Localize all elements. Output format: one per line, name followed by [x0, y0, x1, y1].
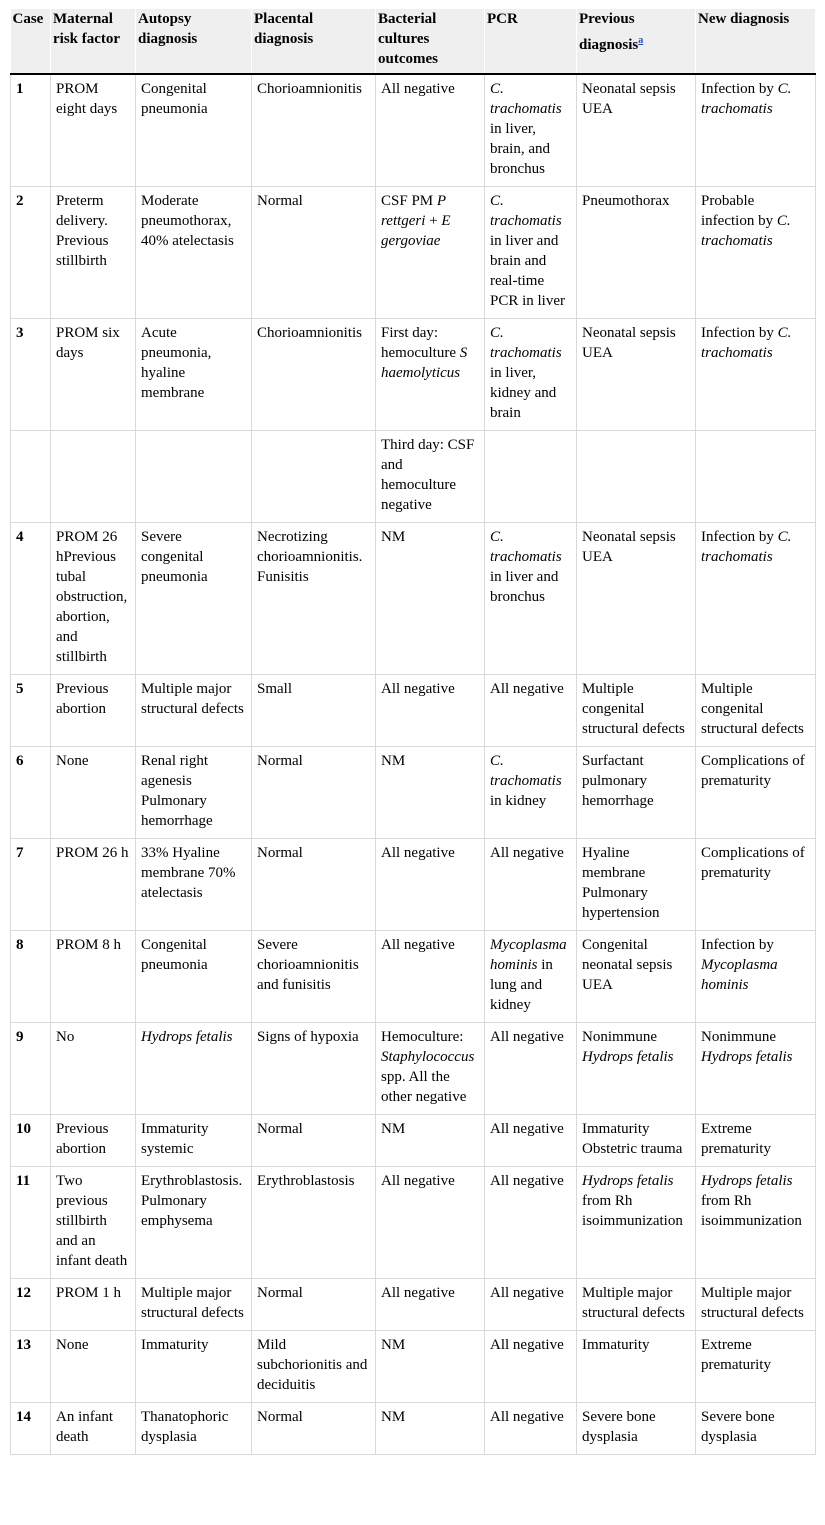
autopsy-cell [136, 1023, 252, 1115]
cell-text: Immaturity Obstetric trauma [582, 1121, 683, 1157]
species-name: E gergoviae [381, 213, 451, 249]
new-diagnosis-cell [696, 319, 816, 431]
cell-text: 8 [16, 937, 24, 953]
cell-text: Neonatal sepsis UEA [582, 529, 676, 565]
cell-text: 10 [16, 1121, 31, 1137]
cell-text: Thanatophoric dysplasia [141, 1409, 229, 1445]
autopsy-cell [136, 523, 252, 675]
species-name: C. trachomatis [490, 325, 562, 361]
table-row [11, 1023, 816, 1115]
bacterial-cell [376, 74, 485, 187]
pcr-cell [485, 675, 577, 747]
new-diagnosis-cell [696, 1023, 816, 1115]
header-previous-label: Previous diagnosis [579, 11, 639, 53]
placental-cell [252, 319, 376, 431]
cell-text: Erythroblastosis [257, 1173, 355, 1189]
cell-text: Previous abortion [56, 1121, 109, 1157]
previous-diagnosis-cell [577, 431, 696, 523]
cell-text: Immaturity [141, 1337, 209, 1353]
cell-text: Infection by [701, 937, 774, 953]
new-diagnosis-cell [696, 1279, 816, 1331]
cell-text: All negative [490, 1409, 564, 1425]
maternal-risk-cell [51, 431, 136, 523]
cell-text: Normal [257, 1409, 303, 1425]
cell-text: Normal [257, 193, 303, 209]
placental-cell [252, 523, 376, 675]
cell-text: from Rh isoimmunization [701, 1193, 802, 1229]
cell-text: Normal [257, 1121, 303, 1137]
case-number [11, 839, 51, 931]
maternal-risk-cell [51, 839, 136, 931]
cell-text: All negative [490, 1029, 564, 1045]
bacterial-cell [376, 1403, 485, 1455]
case-number [11, 523, 51, 675]
pcr-cell [485, 1023, 577, 1115]
pcr-cell [485, 523, 577, 675]
maternal-risk-cell [51, 74, 136, 187]
cell-text: Multiple major structural defects [141, 1285, 244, 1321]
cell-text: Multiple congenital structural defects [582, 681, 685, 737]
cell-text: PROM six days [56, 325, 120, 361]
cell-text: NM [381, 753, 406, 769]
species-name: Mycoplasma hominis [701, 957, 778, 993]
cell-text: CSF PM [381, 193, 437, 209]
species-name: C. trachomatis [490, 81, 562, 117]
new-diagnosis-cell [696, 1331, 816, 1403]
bacterial-cell [376, 839, 485, 931]
cell-text: Surfactant pulmonary hemorrhage [582, 753, 654, 809]
diagnosis-table [10, 9, 816, 1455]
placental-cell [252, 747, 376, 839]
cell-text: All negative [381, 1173, 455, 1189]
header-maternal-risk: Maternal risk factor [51, 9, 136, 74]
previous-diagnosis-cell [577, 319, 696, 431]
cell-text: + [425, 213, 442, 229]
header-new-diagnosis: New diagnosis [696, 9, 816, 74]
cell-text: 3 [16, 325, 24, 341]
table-row [11, 1403, 816, 1455]
cell-text: Infection by [701, 81, 778, 97]
maternal-risk-cell [51, 675, 136, 747]
maternal-risk-cell [51, 523, 136, 675]
cell-text: All negative [381, 681, 455, 697]
species-name: Staphylococcus [381, 1049, 475, 1065]
cell-text: Severe bone dysplasia [582, 1409, 656, 1445]
species-name: Hydrops fetalis [582, 1173, 674, 1189]
cell-text: All negative [490, 1173, 564, 1189]
case-number [11, 1279, 51, 1331]
cell-text: None [56, 1337, 89, 1353]
new-diagnosis-cell [696, 1115, 816, 1167]
autopsy-cell [136, 1167, 252, 1279]
table-row [11, 747, 816, 839]
cell-text: Multiple major structural defects [701, 1285, 804, 1321]
new-diagnosis-cell [696, 523, 816, 675]
cell-text: Immaturity [582, 1337, 650, 1353]
cell-text: Hyaline membrane Pulmonary hypertension [582, 845, 660, 921]
cell-text: All negative [381, 81, 455, 97]
cell-text: All negative [381, 937, 455, 953]
cell-text: Third day: CSF and hemoculture negative [381, 437, 475, 513]
cell-text: Extreme prematurity [701, 1337, 771, 1373]
new-diagnosis-cell [696, 675, 816, 747]
placental-cell [252, 839, 376, 931]
species-name: P rettgeri [381, 193, 446, 229]
maternal-risk-cell [51, 1167, 136, 1279]
autopsy-cell [136, 675, 252, 747]
cell-text: Complications of prematurity [701, 845, 805, 881]
autopsy-cell [136, 187, 252, 319]
cell-text: in liver, brain, and bronchus [490, 121, 550, 177]
cell-text: Chorioamnionitis [257, 81, 362, 97]
cell-text: NM [381, 1337, 406, 1353]
placental-cell [252, 931, 376, 1023]
autopsy-cell [136, 1115, 252, 1167]
bacterial-cell [376, 931, 485, 1023]
table-row [11, 1279, 816, 1331]
maternal-risk-cell [51, 1115, 136, 1167]
cell-text: An infant death [56, 1409, 114, 1445]
bacterial-cell [376, 523, 485, 675]
pcr-cell [485, 839, 577, 931]
cell-text: All negative [490, 681, 564, 697]
cell-text: in liver and brain and real-time PCR in liver [490, 233, 566, 309]
previous-diagnosis-cell [577, 1023, 696, 1115]
case-number [11, 675, 51, 747]
new-diagnosis-cell [696, 1167, 816, 1279]
header-case: Case [11, 9, 51, 74]
previous-diagnosis-cell [577, 1279, 696, 1331]
pcr-cell [485, 1167, 577, 1279]
cell-text: Infection by [701, 529, 778, 545]
pcr-cell [485, 1331, 577, 1403]
bacterial-cell [376, 1279, 485, 1331]
species-name: C. trachomatis [490, 529, 562, 565]
cell-text: Nonimmune [582, 1029, 657, 1045]
table-row [11, 1115, 816, 1167]
previous-diagnosis-cell [577, 747, 696, 839]
bacterial-cell [376, 1023, 485, 1115]
placental-cell [252, 1167, 376, 1279]
cell-text: Severe chorioamnionitis and funisitis [257, 937, 359, 993]
cell-text: Congenital pneumonia [141, 81, 208, 117]
case-number [11, 1331, 51, 1403]
cell-text: NM [381, 1121, 406, 1137]
pcr-cell [485, 931, 577, 1023]
bacterial-cell [376, 747, 485, 839]
cell-text: 14 [16, 1409, 31, 1425]
species-name: C. trachomatis [490, 753, 562, 789]
pcr-cell [485, 74, 577, 187]
species-name: Hydrops fetalis [701, 1049, 793, 1065]
cell-text: 7 [16, 845, 24, 861]
cell-text: Multiple congenital structural defects [701, 681, 804, 737]
species-name: C. trachomatis [701, 325, 792, 361]
autopsy-cell [136, 931, 252, 1023]
bacterial-cell [376, 1331, 485, 1403]
maternal-risk-cell [51, 319, 136, 431]
species-name: S haemolyticus [381, 345, 468, 381]
bacterial-cell [376, 431, 485, 523]
cell-text: None [56, 753, 89, 769]
cell-text: 12 [16, 1285, 31, 1301]
header-row [11, 9, 816, 74]
bacterial-cell [376, 1167, 485, 1279]
species-name: C. trachomatis [701, 81, 792, 117]
pcr-cell [485, 1279, 577, 1331]
cell-text: Chorioamnionitis [257, 325, 362, 341]
cell-text: PROM eight days [56, 81, 118, 117]
cell-text: 13 [16, 1337, 31, 1353]
table-row [11, 1331, 816, 1403]
cell-text: Normal [257, 1285, 303, 1301]
table-row [11, 931, 816, 1023]
table-row [11, 319, 816, 431]
cell-text: PROM 1 h [56, 1285, 122, 1301]
case-number [11, 1167, 51, 1279]
cell-text: Neonatal sepsis UEA [582, 81, 676, 117]
cell-text: Mild subchorionitis and deciduitis [257, 1337, 368, 1393]
cell-text: Two previous stillbirth and an infant death [56, 1173, 128, 1269]
cell-text: Signs of hypoxia [257, 1029, 359, 1045]
pcr-cell [485, 1115, 577, 1167]
case-number [11, 74, 51, 187]
previous-diagnosis-cell [577, 1167, 696, 1279]
cell-text: Nonimmune [701, 1029, 776, 1045]
maternal-risk-cell [51, 1331, 136, 1403]
species-name: C. trachomatis [490, 193, 562, 229]
cell-text: Severe bone dysplasia [701, 1409, 775, 1445]
species-name: C. trachomatis [701, 529, 792, 565]
cell-text: Small [257, 681, 293, 697]
pcr-cell [485, 747, 577, 839]
header-previous-diagnosis [577, 9, 696, 74]
cell-text: Acute pneumonia, hyaline membrane [141, 325, 212, 401]
species-name: Hydrops fetalis [141, 1029, 233, 1045]
cell-text: All negative [490, 845, 564, 861]
new-diagnosis-cell [696, 839, 816, 931]
autopsy-cell [136, 1331, 252, 1403]
cell-text: Complications of prematurity [701, 753, 805, 789]
case-number [11, 1115, 51, 1167]
cell-text: Necrotizing chorioamnionitis. Funisitis [257, 529, 363, 585]
cell-text: Moderate pneumothorax, 40% atelectasis [141, 193, 234, 249]
placental-cell [252, 431, 376, 523]
bacterial-cell [376, 675, 485, 747]
cell-text: in liver, kidney and brain [490, 365, 557, 421]
cell-text: Erythroblastosis. Pulmonary emphysema [141, 1173, 243, 1229]
previous-diagnosis-cell [577, 1115, 696, 1167]
cell-text: No [56, 1029, 75, 1045]
cell-text: NM [381, 1409, 406, 1425]
table-row [11, 74, 816, 187]
cell-text: Multiple major structural defects [582, 1285, 685, 1321]
case-number [11, 1023, 51, 1115]
previous-diagnosis-cell [577, 1331, 696, 1403]
case-number [11, 1403, 51, 1455]
placental-cell [252, 1023, 376, 1115]
cell-text: 6 [16, 753, 24, 769]
cell-text: Normal [257, 753, 303, 769]
case-number [11, 431, 51, 523]
new-diagnosis-cell [696, 187, 816, 319]
placental-cell [252, 675, 376, 747]
new-diagnosis-cell [696, 931, 816, 1023]
cell-text: spp. All the other negative [381, 1069, 467, 1105]
autopsy-cell [136, 747, 252, 839]
case-number [11, 319, 51, 431]
cell-text: Renal right agenesis Pulmonary hemorrhage [141, 753, 213, 829]
cell-text: 11 [16, 1173, 31, 1189]
previous-diagnosis-cell [577, 675, 696, 747]
pcr-cell [485, 319, 577, 431]
maternal-risk-cell [51, 1023, 136, 1115]
header-placental: Placental diagnosis [252, 9, 376, 74]
species-name: Hydrops fetalis [701, 1173, 793, 1189]
cell-text: Severe congenital pneumonia [141, 529, 208, 585]
cell-text: Pneumothorax [582, 193, 670, 209]
maternal-risk-cell [51, 747, 136, 839]
case-number [11, 931, 51, 1023]
table-row [11, 1167, 816, 1279]
placental-cell [252, 1403, 376, 1455]
new-diagnosis-cell [696, 1403, 816, 1455]
pcr-cell [485, 1403, 577, 1455]
cell-text: PROM 26 h [56, 845, 129, 861]
cell-text: Infection by [701, 325, 778, 341]
cell-text: Immaturity systemic [141, 1121, 209, 1157]
autopsy-cell [136, 1279, 252, 1331]
species-name: Hydrops fetalis [582, 1049, 674, 1065]
cell-text: PROM 26 hPrevious tubal obstruction, abortion, and stillbirth [56, 529, 128, 665]
cell-text: Neonatal sepsis UEA [582, 325, 676, 361]
cell-text: All negative [490, 1337, 564, 1353]
table-row [11, 523, 816, 675]
previous-diagnosis-cell [577, 931, 696, 1023]
previous-diagnosis-cell [577, 839, 696, 931]
bacterial-cell [376, 1115, 485, 1167]
cell-text: All negative [381, 845, 455, 861]
table-row [11, 839, 816, 931]
case-number [11, 187, 51, 319]
cell-text: All negative [490, 1285, 564, 1301]
cell-text: 2 [16, 193, 24, 209]
cell-text: 5 [16, 681, 24, 697]
cell-text: Hemoculture: [381, 1029, 464, 1045]
placental-cell [252, 1279, 376, 1331]
cell-text: Congenital pneumonia [141, 937, 208, 973]
header-autopsy: Autopsy diagnosis [136, 9, 252, 74]
header-pcr: PCR [485, 9, 577, 74]
cell-text: All negative [381, 1285, 455, 1301]
cell-text: 1 [16, 81, 24, 97]
cell-text: Preterm delivery. Previous stillbirth [56, 193, 109, 269]
cell-text: in kidney [490, 793, 547, 809]
cell-text: Multiple major structural defects [141, 681, 244, 717]
placental-cell [252, 74, 376, 187]
maternal-risk-cell [51, 931, 136, 1023]
cell-text: Normal [257, 845, 303, 861]
species-name: C. trachomatis [701, 213, 791, 249]
previous-diagnosis-cell [577, 1403, 696, 1455]
case-number [11, 747, 51, 839]
maternal-risk-cell [51, 1279, 136, 1331]
autopsy-cell [136, 839, 252, 931]
bacterial-cell [376, 319, 485, 431]
cell-text: Congenital neonatal sepsis UEA [582, 937, 673, 993]
previous-diagnosis-cell [577, 523, 696, 675]
cell-text: in lung and kidney [490, 957, 553, 1013]
species-name: Mycoplasma hominis [490, 937, 567, 973]
new-diagnosis-cell [696, 747, 816, 839]
table-row [11, 431, 816, 523]
cell-text: NM [381, 529, 406, 545]
cell-text: from Rh isoimmunization [582, 1193, 683, 1229]
maternal-risk-cell [51, 1403, 136, 1455]
previous-diagnosis-cell [577, 74, 696, 187]
cell-text: Extreme prematurity [701, 1121, 771, 1157]
bacterial-cell [376, 187, 485, 319]
cell-text: Probable infection by [701, 193, 777, 229]
pcr-cell [485, 431, 577, 523]
cell-text: 33% Hyaline membrane 70% atelectasis [141, 845, 236, 901]
cell-text: 9 [16, 1029, 24, 1045]
cell-text: All negative [490, 1121, 564, 1137]
new-diagnosis-cell [696, 74, 816, 187]
cell-text: in liver and bronchus [490, 569, 559, 605]
cell-text: PROM 8 h [56, 937, 122, 953]
placental-cell [252, 187, 376, 319]
cell-text: 4 [16, 529, 24, 545]
cell-text: First day: hemoculture [381, 325, 460, 361]
cell-text: Previous abortion [56, 681, 109, 717]
autopsy-cell [136, 74, 252, 187]
placental-cell [252, 1331, 376, 1403]
new-diagnosis-cell [696, 431, 816, 523]
table-row [11, 187, 816, 319]
autopsy-cell [136, 1403, 252, 1455]
placental-cell [252, 1115, 376, 1167]
autopsy-cell [136, 319, 252, 431]
pcr-cell [485, 187, 577, 319]
maternal-risk-cell [51, 187, 136, 319]
previous-diagnosis-cell [577, 187, 696, 319]
footnote-a-link[interactable]: a [638, 35, 644, 46]
header-bacterial: Bacterial cultures outcomes [376, 9, 485, 74]
table-row [11, 675, 816, 747]
autopsy-cell [136, 431, 252, 523]
